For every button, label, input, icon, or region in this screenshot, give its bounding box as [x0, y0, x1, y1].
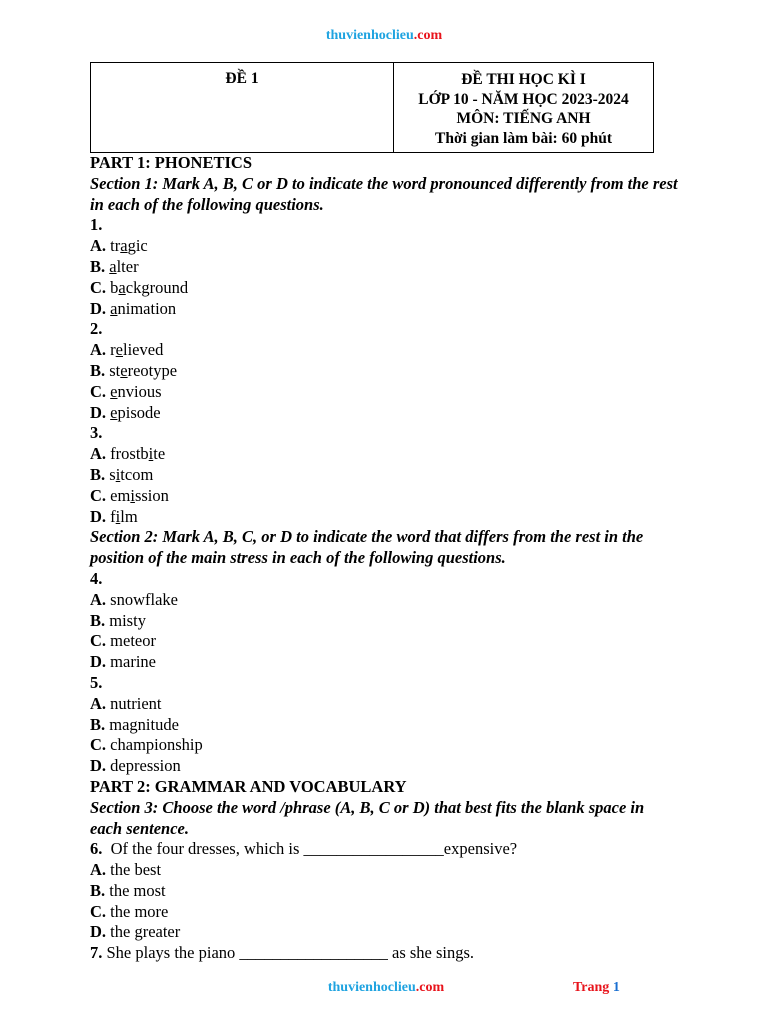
footer-site-name: thuvienhoclieu: [327, 980, 416, 995]
option-letter: B.: [90, 360, 106, 380]
question-stem: [90, 839, 680, 860]
section-instruction: Section 1: Mark A, B, C or D to indicate the word pronounced differently from the rest in each of the following questions.: [90, 173, 678, 214]
question-text: Of the four dresses, which is _________________expensive?: [102, 839, 518, 859]
option-text: gic: [127, 236, 148, 256]
option-letter: D.: [90, 922, 107, 942]
option-text: em: [110, 485, 131, 505]
option-letter: D.: [90, 652, 107, 672]
option-letter: B.: [90, 880, 106, 900]
question-number: 3.: [90, 423, 103, 443]
option-letter: C.: [90, 381, 107, 401]
question-number: 2.: [90, 319, 103, 339]
underlined-sound: a: [120, 236, 128, 256]
option-text: the most: [109, 880, 166, 900]
option-item: [90, 881, 680, 902]
option-text: the greater: [110, 922, 181, 942]
underlined-sound: e: [115, 340, 123, 360]
option-letter: D.: [90, 298, 107, 318]
option-text: b: [110, 277, 119, 297]
option-letter: A.: [90, 589, 107, 609]
option-text: marine: [110, 652, 156, 672]
option-item: [90, 922, 680, 943]
option-letter: C.: [90, 485, 107, 505]
option-item: [90, 486, 680, 507]
footer-site: [0, 980, 768, 996]
option-text: pisode: [117, 402, 161, 422]
option-text: snowflake: [110, 589, 178, 609]
option-letter: A.: [90, 693, 107, 713]
option-letter: B.: [90, 610, 106, 630]
option-letter: D.: [90, 402, 107, 422]
option-item: [90, 507, 680, 528]
option-text: lter: [116, 256, 139, 276]
exam-grade-year: LỚP 10 - NĂM HỌC 2023-2024: [418, 90, 629, 108]
option-item: [90, 257, 680, 278]
underlined-sound: i: [115, 506, 121, 526]
option-text: tr: [110, 236, 121, 256]
option-letter: A.: [90, 860, 107, 880]
option-item: [90, 382, 680, 403]
option-item: [90, 361, 680, 382]
exam-header-table: [90, 62, 654, 153]
option-letter: A.: [90, 340, 107, 360]
option-text: depression: [110, 756, 181, 776]
question-number: 6.: [90, 839, 103, 859]
option-text: nvious: [117, 381, 162, 401]
option-text: magnitude: [109, 714, 179, 734]
underlined-sound: a: [110, 298, 118, 318]
option-text: the more: [110, 901, 169, 921]
option-item: [90, 652, 680, 673]
option-item: [90, 631, 680, 652]
option-item: [90, 590, 680, 611]
exam-duration: Thời gian làm bài: 60 phút: [435, 129, 612, 147]
option-letter: C.: [90, 901, 107, 921]
page-number: [573, 980, 620, 996]
underlined-sound: a: [109, 256, 117, 276]
part-title: PART 1: PHONETICS: [90, 153, 252, 172]
underlined-sound: a: [118, 277, 126, 297]
page-label: Trang: [573, 980, 610, 995]
option-text: tcom: [120, 464, 154, 484]
option-letter: D.: [90, 756, 107, 776]
exam-title: ĐỀ THI HỌC KÌ I: [461, 71, 586, 88]
underlined-sound: i: [130, 485, 135, 505]
exam-info: [394, 63, 653, 152]
underlined-sound: i: [148, 444, 154, 464]
section-instruction: Section 2: Mark A, B, C, or D to indicate the word that differs from the rest in the position of the main stress in each of the following questions.: [90, 527, 644, 568]
option-letter: B.: [90, 714, 106, 734]
underlined-sound: e: [110, 381, 118, 401]
page-footer: [0, 980, 768, 1000]
option-text: lm: [120, 506, 138, 526]
option-item: [90, 444, 680, 465]
site-header: [0, 28, 768, 44]
option-letter: D.: [90, 506, 107, 526]
option-text: ssion: [134, 485, 169, 505]
option-item: [90, 611, 680, 632]
option-text: ckground: [125, 277, 189, 297]
option-letter: A.: [90, 444, 107, 464]
option-letter: C.: [90, 631, 107, 651]
exam-code: ĐỀ 1: [91, 63, 394, 152]
question-number: 7.: [90, 943, 103, 963]
option-item: [90, 902, 680, 923]
part-title: PART 2: GRAMMAR AND VOCABULARY: [90, 776, 407, 796]
option-text: reotype: [127, 360, 178, 380]
option-letter: B.: [90, 464, 106, 484]
question-number: 4.: [90, 568, 103, 588]
underlined-sound: i: [115, 464, 121, 484]
option-item: [90, 715, 680, 736]
option-item: [90, 756, 680, 777]
question-number: 5.: [90, 672, 103, 692]
option-text: f: [110, 506, 116, 526]
page-num: 1: [612, 980, 620, 995]
underlined-sound: e: [110, 402, 118, 422]
option-text: misty: [109, 610, 146, 630]
option-text: the best: [110, 860, 162, 880]
question-number: 1.: [90, 215, 103, 235]
underlined-sound: e: [120, 360, 128, 380]
option-text: lieved: [123, 340, 164, 360]
option-letter: A.: [90, 236, 107, 256]
option-text: nutrient: [110, 693, 162, 713]
option-item: [90, 340, 680, 361]
option-item: [90, 278, 680, 299]
option-item: [90, 236, 680, 257]
site-domain: .com: [413, 28, 443, 43]
option-text: frostb: [110, 444, 149, 464]
option-letter: B.: [90, 256, 106, 276]
question-text: She plays the piano __________________ as she sings.: [106, 943, 475, 963]
option-item: [90, 860, 680, 881]
section-instruction: Section 3: Choose the word /phrase (A, B, C or D) that best fits the blank space in each sentence.: [90, 797, 645, 838]
option-item: [90, 735, 680, 756]
footer-site-domain: .com: [415, 980, 445, 995]
question-stem: [90, 943, 680, 964]
option-text: meteor: [110, 631, 156, 651]
option-item: [90, 403, 680, 424]
option-item: [90, 465, 680, 486]
site-name: thuvienhoclieu: [325, 28, 414, 43]
exam-subject: MÔN: TIẾNG ANH: [456, 110, 591, 127]
option-letter: C.: [90, 735, 107, 755]
option-item: [90, 299, 680, 320]
option-text: championship: [110, 735, 203, 755]
option-text: st: [109, 360, 121, 380]
option-letter: C.: [90, 277, 107, 297]
option-text: nimation: [117, 298, 177, 318]
option-text: s: [109, 464, 116, 484]
option-text: te: [153, 444, 166, 464]
exam-content: [90, 153, 680, 964]
option-text: r: [110, 340, 116, 360]
option-item: [90, 694, 680, 715]
